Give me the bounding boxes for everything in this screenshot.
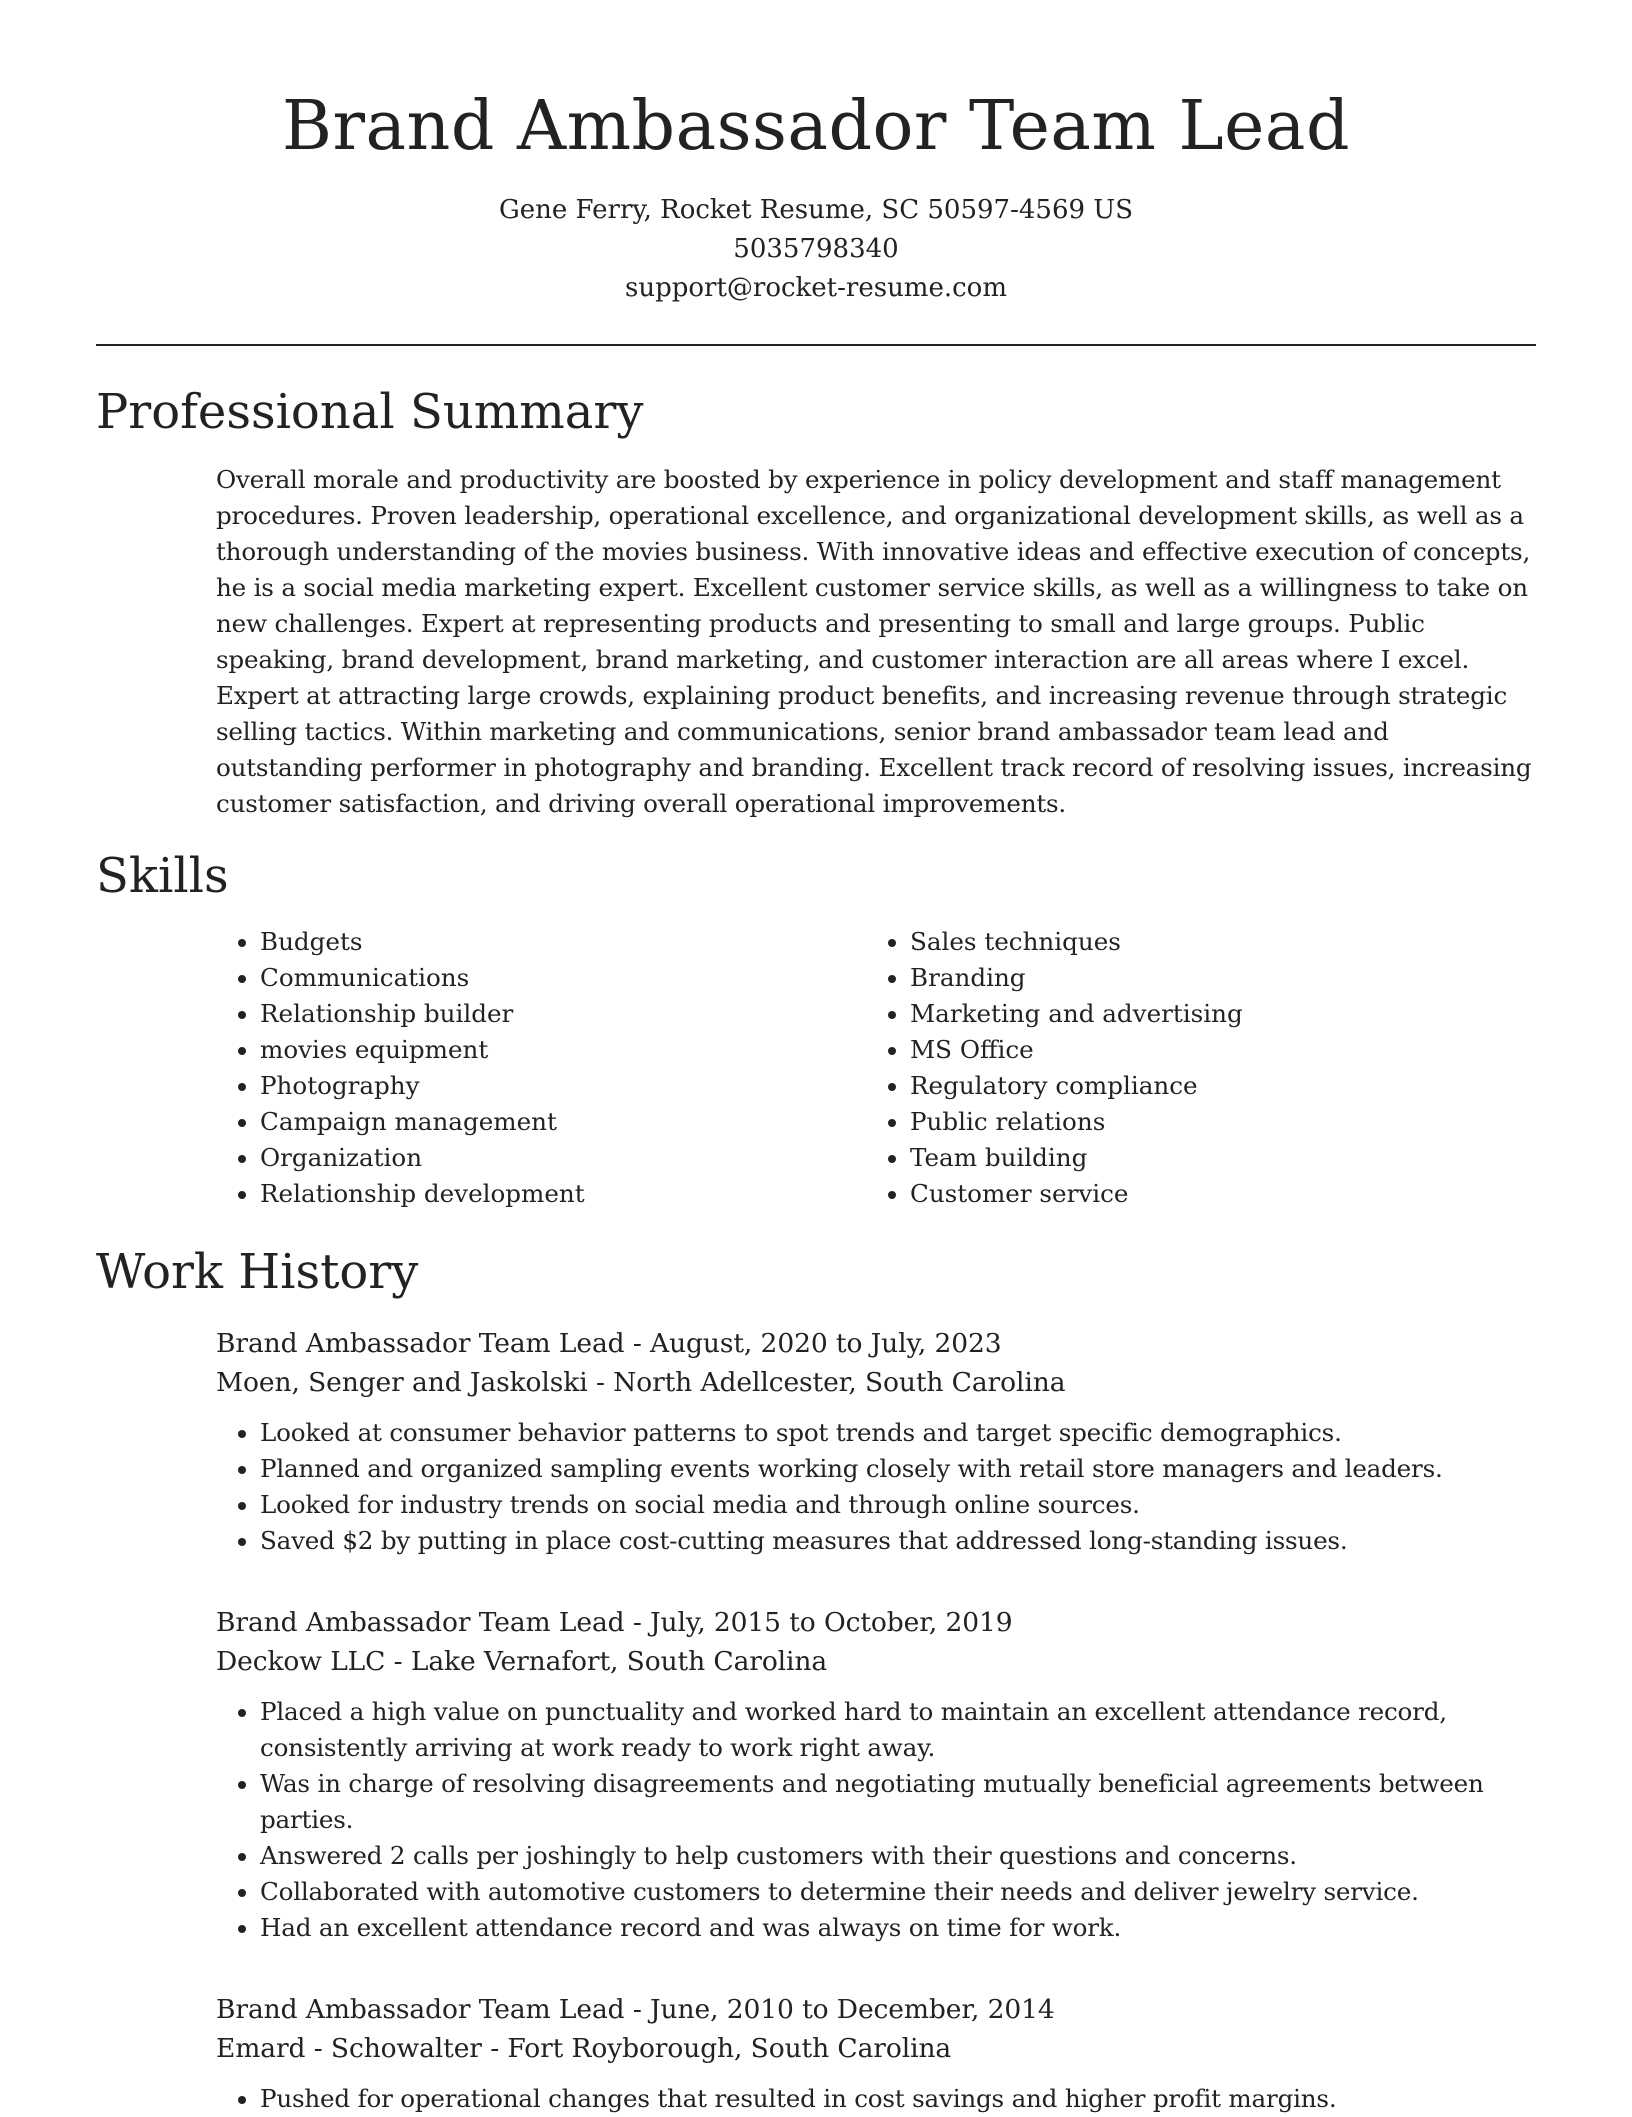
job-bullet: • Planned and organized sampling events working closely with retail store managers and leaders. — [260, 1451, 1536, 1487]
skill-item: • Organization — [260, 1140, 866, 1176]
job-company-line: Moen, Senger and Jaskolski - North Adellcester, South Carolina — [216, 1367, 1066, 1398]
skill-item: • Relationship development — [260, 1176, 866, 1212]
skill-item: • movies equipment — [260, 1032, 866, 1068]
contact-phone: 5035798340 — [733, 234, 899, 264]
job-entry — [216, 1603, 1536, 1946]
job-bullet: • Was in charge of resolving disagreements and negotiating mutually beneficial agreements between parties. — [260, 1766, 1536, 1838]
skill-item: • Team building — [910, 1140, 1516, 1176]
skills-column-1 — [216, 924, 866, 1212]
job-bullet: • Placed a high value on punctuality and worked hard to maintain an excellent attendance record, consistently arriving at work ready to work right away. — [260, 1694, 1536, 1766]
skill-item: • Public relations — [910, 1104, 1516, 1140]
skill-item: • Photography — [260, 1068, 866, 1104]
skill-item: • Marketing and advertising — [910, 996, 1516, 1032]
job-title-line: Brand Ambassador Team Lead - July, 2015 to October, 2019 — [216, 1607, 1013, 1638]
job-title-line: Brand Ambassador Team Lead - June, 2010 to December, 2014 — [216, 1994, 1055, 2025]
job-bullet: • Looked for industry trends on social media and through online sources. — [260, 1487, 1536, 1523]
skill-item: • Branding — [910, 960, 1516, 996]
skill-item: • Regulatory compliance — [910, 1068, 1516, 1104]
job-bullets — [216, 1415, 1536, 1559]
skills-grid — [216, 924, 1536, 1212]
job-entry — [216, 1990, 1536, 2117]
skill-item: • Budgets — [260, 924, 866, 960]
job-bullet: • Collaborated with automotive customers to determine their needs and deliver jewelry service. — [260, 1874, 1536, 1910]
work-history-heading: Work History — [96, 1244, 419, 1300]
job-title-line: Brand Ambassador Team Lead - August, 2020 to July, 2023 — [216, 1328, 1002, 1359]
job-bullet: • Saved $2 by putting in place cost-cutting measures that addressed long-standing issues. — [260, 1523, 1536, 1559]
skill-item: • Sales techniques — [910, 924, 1516, 960]
contact-address: Gene Ferry, Rocket Resume, SC 50597-4569 US — [498, 195, 1134, 225]
skill-item: • MS Office — [910, 1032, 1516, 1068]
job-bullets — [216, 1694, 1536, 1946]
job-bullet: • Looked at consumer behavior patterns to spot trends and target specific demographics. — [260, 1415, 1536, 1451]
skill-item: • Communications — [260, 960, 866, 996]
job-bullet: • Answered 2 calls per joshingly to help customers with their questions and concerns. — [260, 1838, 1536, 1874]
skill-item: • Relationship builder — [260, 996, 866, 1032]
summary-heading: Professional Summary — [96, 384, 644, 440]
skill-item: • Customer service — [910, 1176, 1516, 1212]
header-divider — [96, 344, 1536, 346]
job-company-line: Emard - Schowalter - Fort Royborough, South Carolina — [216, 2033, 952, 2064]
resume-name: Brand Ambassador Team Lead — [282, 87, 1350, 166]
contact-block — [96, 191, 1536, 308]
skills-heading: Skills — [96, 848, 229, 904]
job-bullet: • Pushed for operational changes that resulted in cost savings and higher profit margins. — [260, 2081, 1536, 2117]
resume-page — [96, 0, 1536, 2117]
job-entry — [216, 1324, 1536, 1559]
job-bullet: • Had an excellent attendance record and was always on time for work. — [260, 1910, 1536, 1946]
skill-item: • Campaign management — [260, 1104, 866, 1140]
skills-column-2 — [866, 924, 1516, 1212]
contact-email: support@rocket-resume.com — [624, 273, 1007, 303]
job-company-line: Deckow LLC - Lake Vernafort, South Carolina — [216, 1646, 828, 1677]
summary-text: Overall morale and productivity are boosted by experience in policy development and staff management procedures. Proven leadership, operational excellence, and organizational development skills, as well as a thorough understanding of the movies business. With innovative ideas and effective execution of concepts, he is a social media marketing expert. Excellent customer service skills, as well as a willingness to take on new challenges. Expert at representing products and presenting to small and large groups. Public speaking, brand development, brand marketing, and customer interaction are all areas where I excel. Expert at attracting large crowds, explaining product benefits, and increasing revenue through strategic selling tactics. Within marketing and communications, senior brand ambassador team lead and outstanding performer in photography and branding. Excellent track record of resolving issues, increasing customer satisfaction, and driving overall operational improvements. — [216, 465, 1532, 818]
